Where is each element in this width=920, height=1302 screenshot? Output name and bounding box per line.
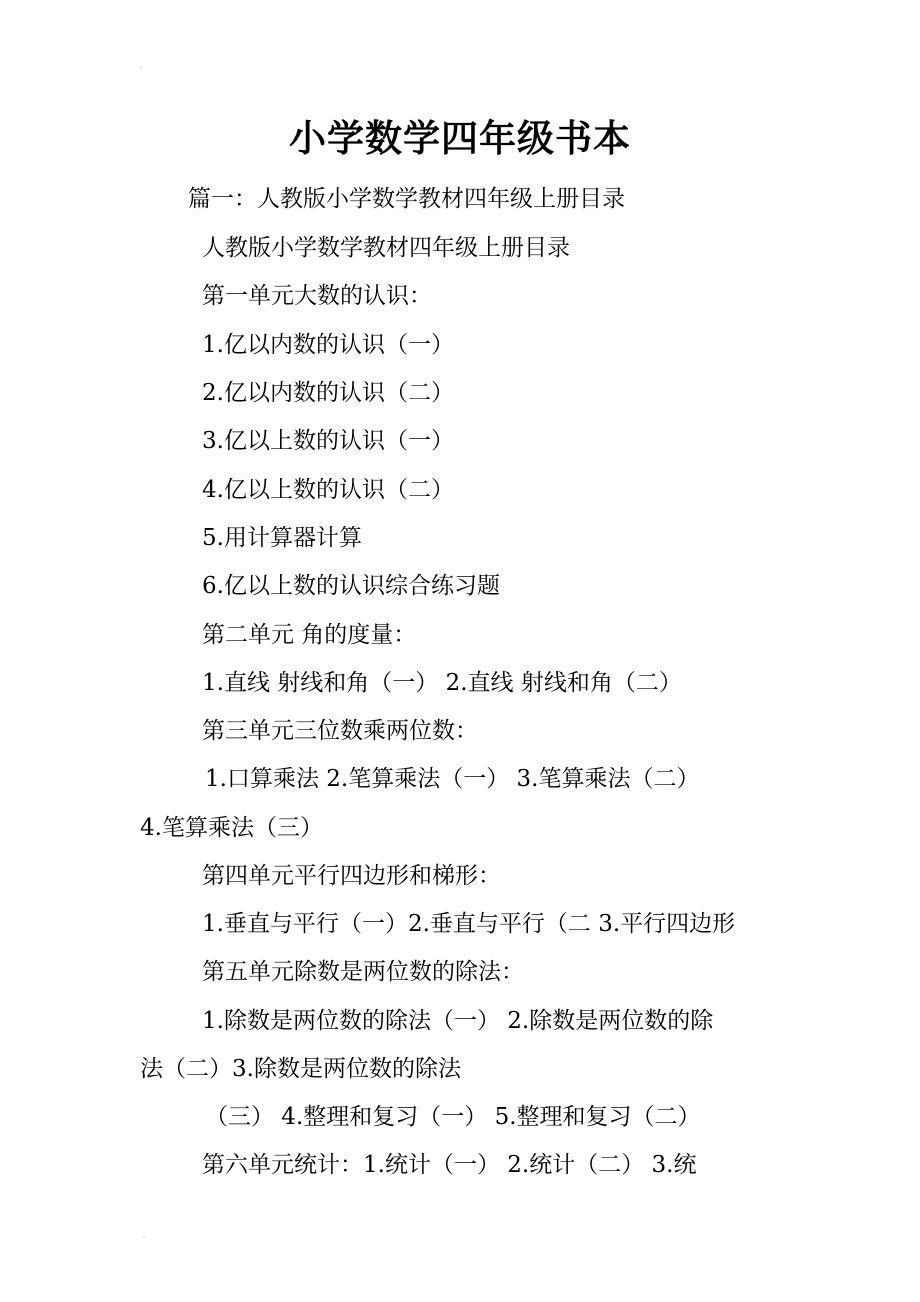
unit-heading: 第六单元统计：1.统计（一） 2.统计（二） 3.统 (202, 1152, 697, 1178)
document-title: 小学数学四年级书本 (289, 116, 631, 160)
list-item: 3.亿以上数的认识（一） (202, 428, 454, 454)
list-item: 1.口算乘法 2.笔算乘法（一） 3.笔算乘法（二） (205, 766, 700, 792)
list-item-continued: 4.笔算乘法（三） (140, 815, 323, 841)
list-item: 1.亿以内数的认识（一） (202, 332, 454, 358)
list-item: 2.亿以内数的认识（二） (202, 380, 454, 406)
unit-heading: 第三单元三位数乘两位数： (202, 718, 478, 744)
unit-heading: 第四单元平行四边形和梯形： (202, 863, 501, 889)
unit-heading: 第一单元大数的认识： (202, 283, 432, 309)
list-item: 1.垂直与平行（一）2.垂直与平行（二 3.平行四边形 (202, 911, 736, 937)
scan-speck (140, 66, 142, 68)
list-item-continued: （三） 4.整理和复习（一） 5.整理和复习（二） (205, 1104, 701, 1130)
list-item: 1.直线 射线和角（一） 2.直线 射线和角（二） (202, 670, 682, 696)
unit-heading: 第五单元除数是两位数的除法： (202, 959, 524, 985)
text-line: 人教版小学数学教材四年级上册目录 (202, 235, 570, 261)
list-item: 5.用计算器计算 (202, 525, 362, 551)
section-heading: 篇一：人教版小学数学教材四年级上册目录 (188, 186, 625, 212)
list-item: 4.亿以上数的认识（二） (202, 477, 454, 503)
unit-heading: 第二单元 角的度量： (202, 622, 417, 648)
scan-speck (143, 1236, 145, 1238)
list-item: 6.亿以上数的认识综合练习题 (202, 573, 500, 599)
list-item-continued: 法（二）3.除数是两位数的除法 (140, 1056, 461, 1082)
list-item: 1.除数是两位数的除法（一） 2.除数是两位数的除 (202, 1008, 714, 1034)
